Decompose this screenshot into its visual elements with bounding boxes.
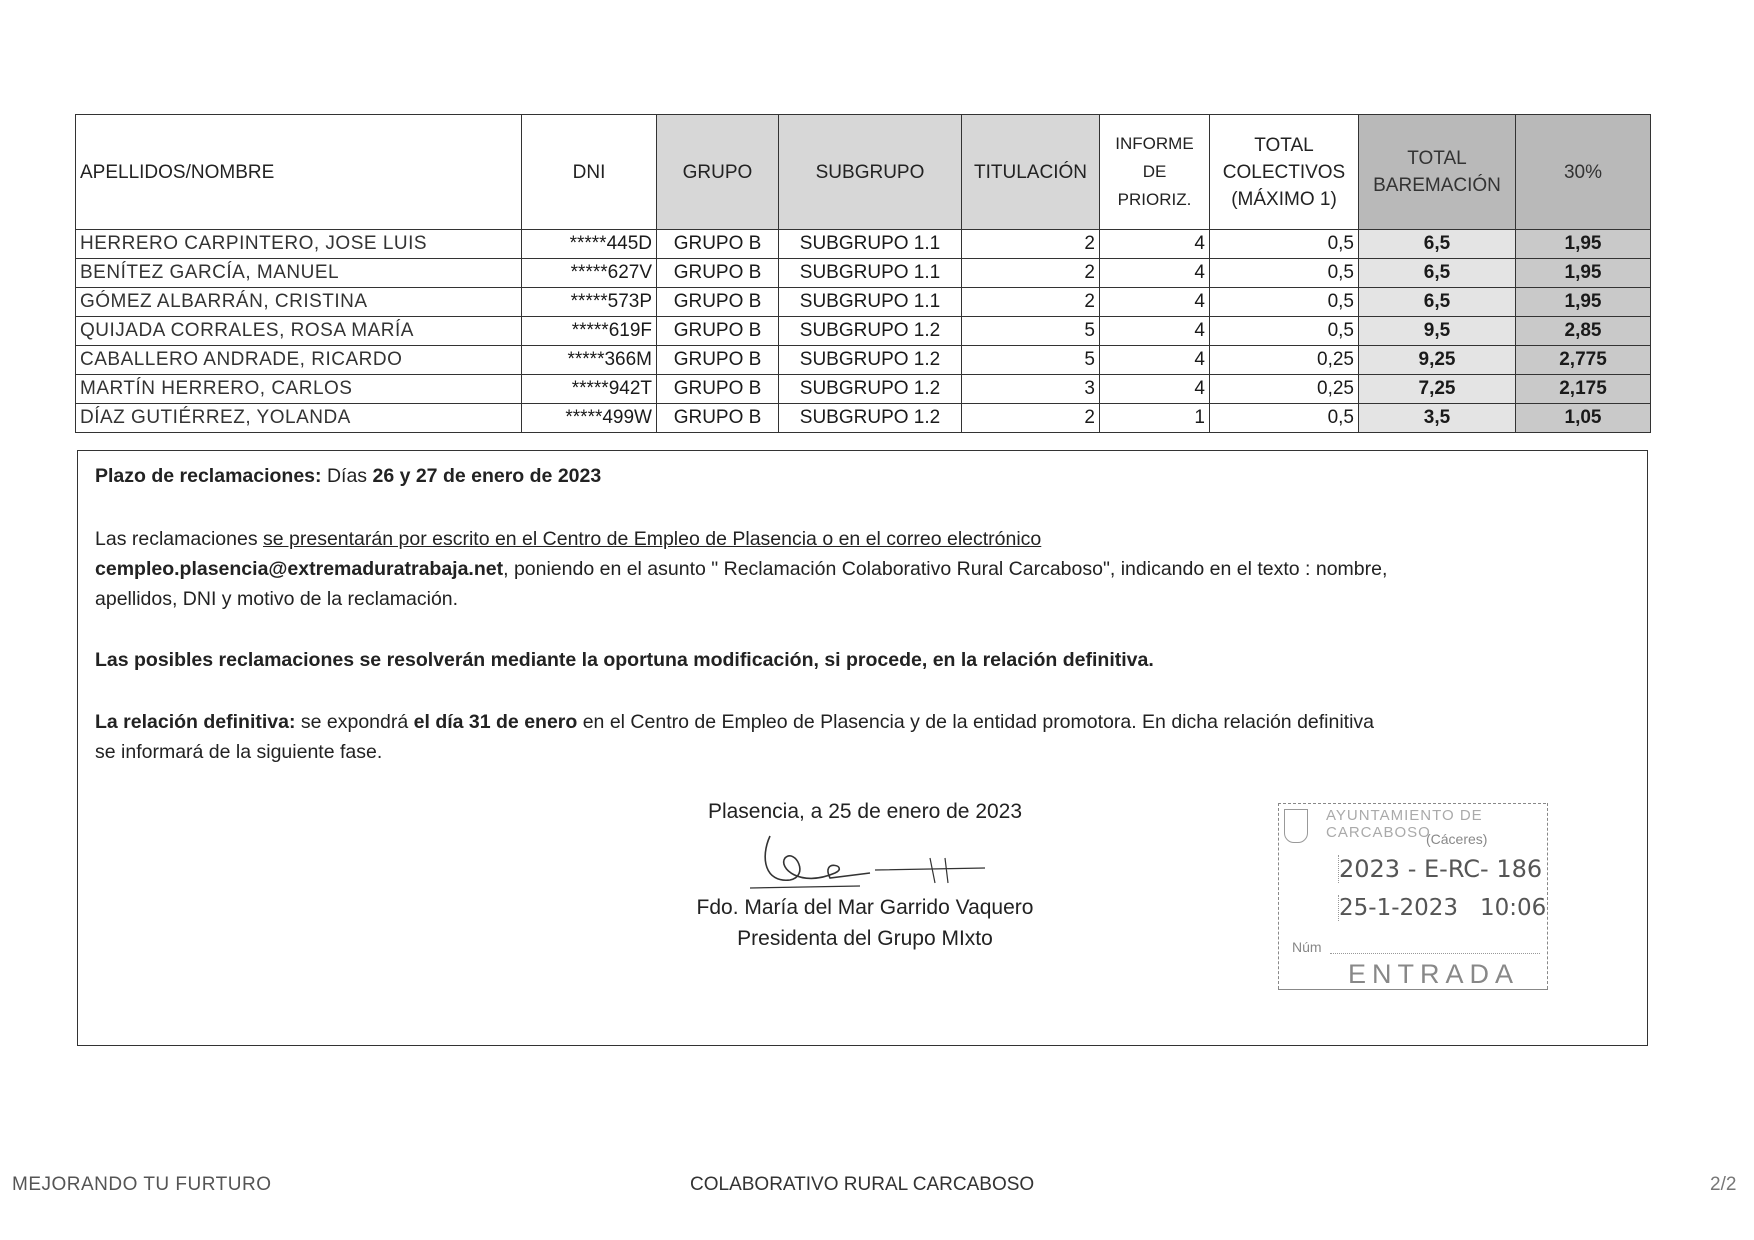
cell-informe: 4 — [1100, 230, 1210, 259]
cell-dni: *****627V — [522, 259, 657, 288]
header-colectivos-line1: TOTAL — [1254, 134, 1314, 156]
header-informe-line2: DE — [1142, 162, 1167, 181]
cell-grupo: GRUPO B — [657, 375, 779, 404]
cell-baremacion: 6,5 — [1359, 259, 1516, 288]
cell-baremacion: 9,25 — [1359, 346, 1516, 375]
header-grupo: GRUPO — [657, 115, 779, 230]
cell-name: GÓMEZ ALBARRÁN, CRISTINA — [76, 288, 522, 317]
header-titulacion: TITULACIÓN — [962, 115, 1100, 230]
stamp-entity: AYUNTAMIENTO DE CARCABOSO — [1326, 807, 1483, 841]
cell-titulacion: 2 — [962, 404, 1100, 433]
cell-informe: 4 — [1100, 317, 1210, 346]
header-colectivos-line3: (MÁXIMO 1) — [1231, 188, 1337, 210]
stamp-date-time: 25-1-2023 10:06 — [1339, 895, 1547, 921]
table-row — [76, 375, 1651, 404]
cell-titulacion: 5 — [962, 317, 1100, 346]
cell-titulacion: 2 — [962, 288, 1100, 317]
cell-dni: *****445D — [522, 230, 657, 259]
registry-stamp — [1278, 803, 1548, 993]
plazo-dates: 26 y 27 de enero de 2023 — [372, 465, 602, 487]
stamp-province: (Cáceres) — [1426, 831, 1488, 847]
footer-slogan: MEJORANDO TU FURTURO — [12, 1174, 272, 1195]
cell-titulacion: 3 — [962, 375, 1100, 404]
cell-pct: 2,85 — [1516, 317, 1651, 346]
reclamaciones-line1 — [95, 524, 1041, 554]
cell-grupo: GRUPO B — [657, 259, 779, 288]
relacion-date: el día 31 de enero — [413, 711, 578, 733]
header-dni: DNI — [522, 115, 657, 230]
cell-subgrupo: SUBGRUPO 1.1 — [779, 288, 962, 317]
stamp-entry-label: ENTRADA — [1348, 959, 1520, 989]
cell-titulacion: 2 — [962, 259, 1100, 288]
cell-dni: *****366M — [522, 346, 657, 375]
reclamaciones-rest: , poniendo en el asunto " Reclamación Colaborativo Rural Carcaboso", indicando en el texto : nombre, — [503, 558, 1388, 580]
baremacion-table — [75, 114, 1651, 433]
table-header-row — [76, 115, 1651, 230]
plazo-pre: Días — [321, 465, 373, 487]
cell-subgrupo: SUBGRUPO 1.2 — [779, 346, 962, 375]
relacion-rest: en el Centro de Empleo de Plasencia y de la entidad promotora. En dicha relación definitiva — [577, 711, 1375, 733]
cell-subgrupo: SUBGRUPO 1.1 — [779, 259, 962, 288]
table-body — [76, 230, 1651, 433]
reclamaciones-underlined: se presentarán por escrito en el Centro de Empleo de Plasencia o en el correo electrónico — [263, 528, 1042, 550]
header-informe — [1100, 115, 1210, 230]
cell-name: CABALLERO ANDRADE, RICARDO — [76, 346, 522, 375]
cell-informe: 1 — [1100, 404, 1210, 433]
cell-name: HERRERO CARPINTERO, JOSE LUIS — [76, 230, 522, 259]
header-colectivos-line2: COLECTIVOS — [1222, 161, 1346, 183]
cell-dni: *****619F — [522, 317, 657, 346]
email-address: cempleo.plasencia@extremaduratrabaja.net — [95, 558, 504, 580]
cell-pct: 1,95 — [1516, 230, 1651, 259]
cell-colectivos: 0,5 — [1210, 404, 1359, 433]
cell-name: MARTÍN HERRERO, CARLOS — [76, 375, 522, 404]
header-baremacion-line2: BAREMACIÓN — [1373, 175, 1501, 196]
header-subgrupo: SUBGRUPO — [779, 115, 962, 230]
cell-colectivos: 0,5 — [1210, 259, 1359, 288]
reclamaciones-pre: Las reclamaciones — [95, 528, 263, 550]
cell-name: QUIJADA CORRALES, ROSA MARÍA — [76, 317, 522, 346]
table-row — [76, 317, 1651, 346]
plazo-label: Plazo de reclamaciones: — [95, 465, 322, 487]
place-date: Plasencia, a 25 de enero de 2023 — [707, 800, 1023, 823]
cell-pct: 2,175 — [1516, 375, 1651, 404]
header-baremacion — [1359, 115, 1516, 230]
plazo-line — [95, 461, 601, 491]
header-informe-line1: INFORME — [1115, 134, 1194, 153]
stamp-num-label: Núm — [1292, 939, 1322, 955]
cell-colectivos: 0,25 — [1210, 346, 1359, 375]
cell-grupo: GRUPO B — [657, 346, 779, 375]
signer-role: Presidenta del Grupo MIxto — [737, 927, 993, 950]
signed-by: Fdo. María del Mar Garrido Vaquero — [696, 896, 1034, 919]
cell-grupo: GRUPO B — [657, 317, 779, 346]
cell-colectivos: 0,5 — [1210, 317, 1359, 346]
coat-of-arms-icon — [1284, 809, 1308, 843]
cell-titulacion: 2 — [962, 230, 1100, 259]
cell-grupo: GRUPO B — [657, 230, 779, 259]
cell-name: DÍAZ GUTIÉRREZ, YOLANDA — [76, 404, 522, 433]
cell-colectivos: 0,5 — [1210, 230, 1359, 259]
header-informe-line3: PRIORIZ. — [1117, 190, 1192, 209]
cell-pct: 1,05 — [1516, 404, 1651, 433]
cell-baremacion: 6,5 — [1359, 288, 1516, 317]
table-row — [76, 288, 1651, 317]
cell-baremacion: 7,25 — [1359, 375, 1516, 404]
cell-informe: 4 — [1100, 375, 1210, 404]
table-row — [76, 259, 1651, 288]
cell-informe: 4 — [1100, 259, 1210, 288]
header-baremacion-line1: TOTAL — [1407, 148, 1467, 169]
table-row — [76, 404, 1651, 433]
reclamaciones-line3: apellidos, DNI y motivo de la reclamación. — [95, 588, 459, 610]
table-row — [76, 230, 1651, 259]
cell-baremacion: 6,5 — [1359, 230, 1516, 259]
header-pct: 30% — [1516, 115, 1651, 230]
page-number: 2/2 — [1710, 1174, 1737, 1195]
header-colectivos — [1210, 115, 1359, 230]
footer-title: COLABORATIVO RURAL CARCABOSO — [690, 1174, 1035, 1195]
cell-baremacion: 3,5 — [1359, 404, 1516, 433]
cell-subgrupo: SUBGRUPO 1.2 — [779, 317, 962, 346]
cell-dni: *****499W — [522, 404, 657, 433]
cell-grupo: GRUPO B — [657, 288, 779, 317]
relacion-mid: se expondrá — [295, 711, 414, 733]
reclamaciones-line2 — [95, 554, 1387, 584]
cell-pct: 1,95 — [1516, 259, 1651, 288]
cell-informe: 4 — [1100, 346, 1210, 375]
cell-subgrupo: SUBGRUPO 1.2 — [779, 404, 962, 433]
posibles-reclamaciones: Las posibles reclamaciones se resolverán mediante la oportuna modificación, si procede, en la relación definitiva. — [95, 649, 1154, 671]
header-name: APELLIDOS/NOMBRE — [76, 115, 522, 230]
cell-baremacion: 9,5 — [1359, 317, 1516, 346]
cell-colectivos: 0,25 — [1210, 375, 1359, 404]
cell-pct: 2,775 — [1516, 346, 1651, 375]
cell-colectivos: 0,5 — [1210, 288, 1359, 317]
handwritten-signature — [740, 828, 990, 898]
stamp-registry-number: 2023 - E-RC- 186 — [1339, 855, 1543, 883]
relacion-definitiva-line1 — [95, 707, 1374, 737]
cell-subgrupo: SUBGRUPO 1.2 — [779, 375, 962, 404]
cell-dni: *****573P — [522, 288, 657, 317]
cell-pct: 1,95 — [1516, 288, 1651, 317]
cell-informe: 4 — [1100, 288, 1210, 317]
relacion-label: La relación definitiva: — [95, 711, 296, 733]
baremacion-table-wrapper — [75, 114, 1650, 433]
cell-dni: *****942T — [522, 375, 657, 404]
stamp-frame-top — [1278, 803, 1546, 804]
stamp-num-line — [1330, 953, 1540, 954]
relacion-definitiva-line2: se informará de la siguiente fase. — [95, 741, 383, 763]
table-row — [76, 346, 1651, 375]
cell-name: BENÍTEZ GARCÍA, MANUEL — [76, 259, 522, 288]
cell-titulacion: 5 — [962, 346, 1100, 375]
cell-subgrupo: SUBGRUPO 1.1 — [779, 230, 962, 259]
cell-grupo: GRUPO B — [657, 404, 779, 433]
stamp-frame-left — [1278, 803, 1279, 989]
